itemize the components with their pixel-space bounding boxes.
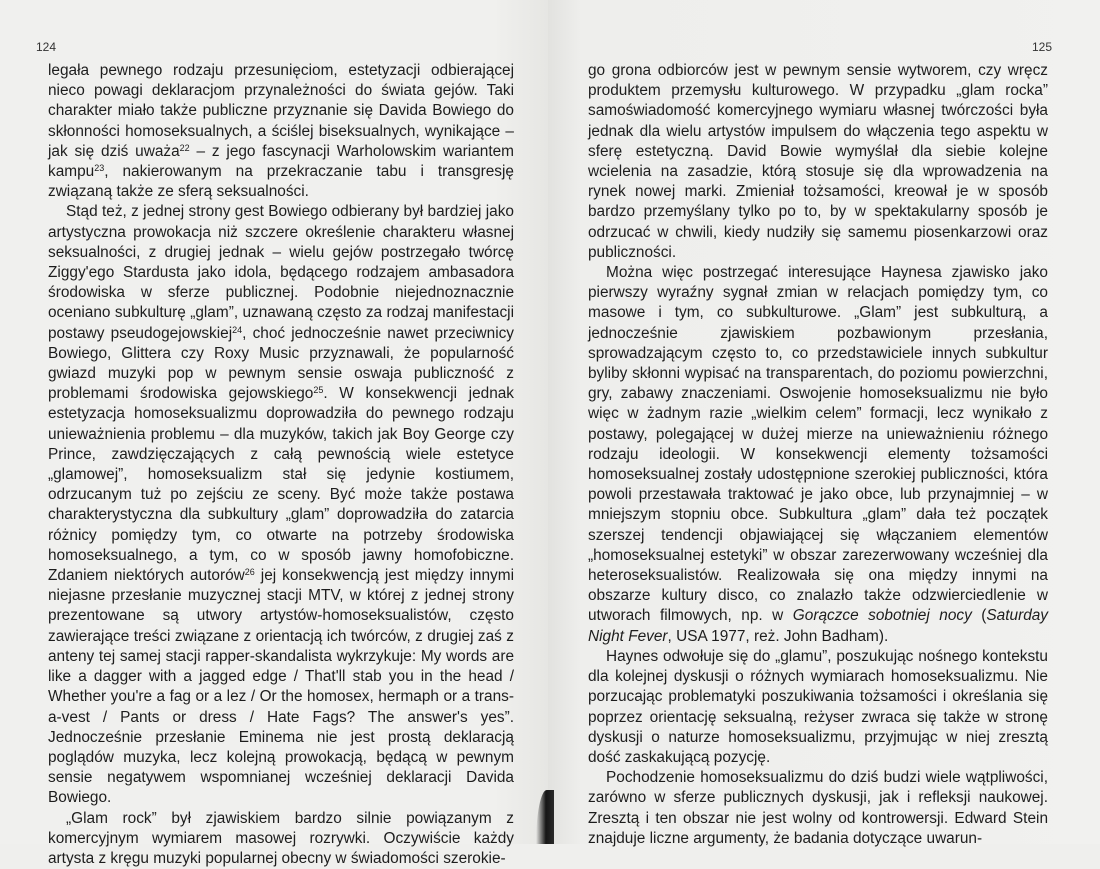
text-run: , USA 1977, reż. John Badham).: [667, 627, 889, 645]
text-run: Pochodzenie homoseksualizmu do dziś budzi wiele wątpliwości, zarówno w sferze publicznych dyskusji, jak i refleksji naukowej. Zresztą i ten obszar nie jest wolny od kontrowersji. Edward Stein znajduje liczne argumenty, że badania dotyczące uwarun-: [588, 769, 1048, 847]
text-run: Haynes odwołuje się do „glamu”, poszukując nośnego kontekstu dla kolejnej dyskusji o różnych wymiarach homoseksualizmu. Nie porzucając problematyki poszukiwania tożsamości i określania się poprzez orientację seksualną, reżyser zwraca się także w stronę dyskusji o naturze homoseksualizmu, przyjmując w niej zresztą dość zaskakującą pozycję.: [588, 647, 1048, 766]
right-page: [548, 0, 1100, 847]
paragraph: [588, 647, 1048, 768]
page-number-left: 124: [36, 40, 57, 54]
text-run: Stąd też, z jednej strony gest Bowiego odbierany był bardziej jako artystyczna prowokacja niż szczere określenie charakteru własnej seksualności, z drugiej jednak – wielu gejów postrzegało twórcę Ziggy'ego Stardusta jako idola, będącego rodzajem ambasadora środowiska w sferze publicznej. Podobnie niejednoznacznie oceniano subkulturę „glam”, uznawaną często za rodzaj manifestacji postawy pseudogejowskiej: [48, 203, 514, 342]
left-page: [0, 0, 548, 867]
left-page-text: [48, 61, 514, 869]
text-run: , nakierowanym na przekraczanie tabu i transgresję związaną także ze sferą seksualności.: [48, 163, 514, 201]
footnote-ref: 23: [94, 163, 105, 174]
text-run: jej konsekwencją jest między innymi niejasne przesłanie muzycznej stacji MTV, w której z jednej strony prezentowane są utwory artystów-homoseksualistów, często zawierające treści związane z orientacją ich twórców, z drugiej zaś z anteny tej samej stacji rapper-skandalista wykrzykuje: My words are like a dagger with a jagged edge / That'll stab you in the head / Whether you're a fag or a lez / Or the homosex, hermaph or a trans-a-vest / Pants or dress / Hate Fags? The answer's yes”. Jednocześnie przesłanie Eminema nie jest prostą deklaracją poglądów muzyka, lecz kolejną prowokacją, będącą w pewnym sensie negatywem wspomnianej wcześniej deklaracji Davida Bowiego.: [48, 567, 514, 807]
page-number-right: 125: [1032, 40, 1053, 54]
paragraph: [588, 61, 1048, 263]
paragraph: [48, 809, 514, 869]
footnote-ref: 24: [232, 324, 243, 335]
paragraph: [588, 263, 1048, 647]
footnote-ref: 25: [313, 385, 324, 396]
footnote-ref: 26: [244, 567, 255, 578]
text-run: go grona odbiorców jest w pewnym sensie wytworem, czy wręcz produktem przemysłu kulturowego. W przypadku „glam rocka” samoświadomość komercyjnego wymiaru własnej twórczości była jednak dla wielu artystów impulsem do włączenia tego aspektu w sferę estetyczną. David Bowie wymyślał dla siebie kolejne wcielenia na zasadzie, którą stosuje się dla wprowadzenia na rynek nowej marki. Zmieniał tożsamości, kreował je w sposób bardzo przemyślany tylko po to, by w spektakularny sposób je odrzucać w chwili, kiedy nudziły się samemu piosenkarzowi oraz publiczności.: [588, 62, 1048, 261]
text-run: . W konsekwencji jednak estetyzacja homoseksualizmu doprowadziła do pewnego rodzaju unieważnienia problemu – dla muzyków, takich jak Boy George czy Prince, zawdzięczających z całą pewnością wiele estetyce „glamowej”, homoseksualizm stał się jedynie kostiumem, odrzucanym tuż po zejściu ze sceny. Być może także postawa charakterystyczna dla subkultury „glam” doprowadziła do zatarcia różnicy pomiędzy tym, co otwarte na potrzeby środowiska homoseksualnego, a tym, co w sposób jawny homofobiczne. Zdaniem niektórych autorów: [48, 385, 515, 585]
text-run: – z jego fascynacji Warholowskim wariantem kampu: [48, 142, 514, 181]
text-run: Można więc postrzegać interesujące Haynesa zjawisko jako pierwszy wyraźny sygnał zmian w relacjach pomiędzy tym, co masowe i tym, co subkulturowe. „Glam” jest subkulturą, a jednocześnie zjawiskiem pozbawionym przesłania, sprowadzającym często to, co przedstawiciele innych subkultur byliby skłonni wypisać na transparentach, do poziomu powierzchni, gry, zabawy znaczeniami. Oswojenie homoseksualizmu nie było więc w żadnym razie „wielkim celem” formacji, lecz wynikało z postawy, polegającej w dużej mierze na unieważnieniu różnego rodzaju ideologii. W konsekwencji elementy tożsamości homoseksualnej zostały udostępnione szerokiej publiczności, która powoli przestawała traktować je jako obce, lub przynajmniej – w mniejszym stopniu obce. Subkultura „glam” dała też początek szerszej tendencji objawiającej się włączaniem elementów „homoseksualnej estetyki” w obszar zarezerwowany wcześniej dla heteroseksualistów. Realizowała się ona między innymi na obszarze kultury disco, co znalazło także odzwierciedlenie w utworach filmowych, np. w: [588, 264, 1048, 625]
footnote-ref: 22: [179, 142, 190, 153]
paragraph: [588, 768, 1048, 849]
paragraph: [48, 61, 514, 202]
text-run: legała pewnego rodzaju przesunięciom, estetyzacji odbierającej nieco powagi deklaracjom przynależności do świata gejów. Taki charakter miało także publiczne przyznanie się Davida Bowiego do skłonności homoseksualnych, a ściślej biseksualnych, wynikające – jak się dziś uważa: [48, 62, 514, 160]
right-page-text: [588, 61, 1048, 849]
italic-title: Gorączce sobotniej nocy: [792, 607, 972, 625]
text-run: (: [971, 607, 987, 625]
italic-title: Saturday Night Fever: [588, 607, 1049, 645]
text-run: , choć jednocześnie nawet przeciwnicy Bowiego, Glittera czy Roxy Music przyznawali, że popularność gwiazd muzyki pop w pewnym sensie oswaja publiczność z problemami środowiska gejowskiego: [48, 324, 515, 403]
text-run: „Glam rock” był zjawiskiem bardzo silnie powiązanym z komercyjnym wymiarem masowej rozrywki. Oczywiście każdy artysta z kręgu muzyki popularnej obecny w świadomości szerokie-: [48, 809, 514, 867]
paragraph: [48, 202, 514, 808]
